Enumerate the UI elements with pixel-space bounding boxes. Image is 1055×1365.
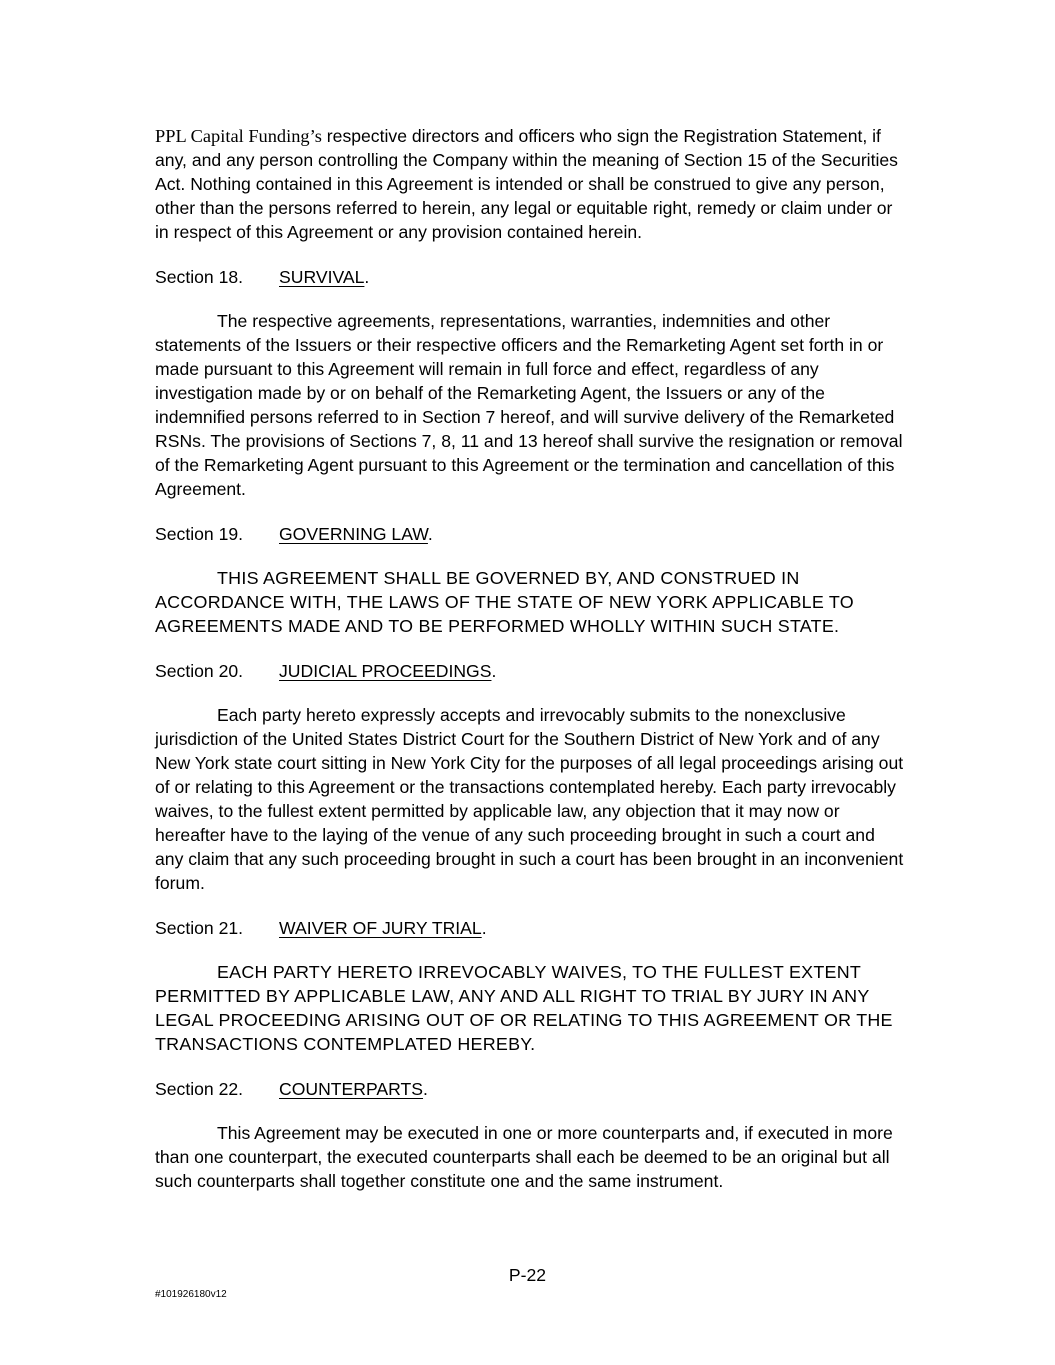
page-number: P-22 xyxy=(508,1265,547,1285)
section-18-title: SURVIVAL xyxy=(279,267,365,287)
section-22-number: Section 22. xyxy=(155,1079,244,1099)
section-21-number: Section 21. xyxy=(155,918,244,938)
section-20-number: Section 20. xyxy=(155,661,244,681)
section-21-title: WAIVER OF JURY TRIAL xyxy=(279,918,482,938)
section-20-body: Each party hereto expressly accepts and irrevocably submits to the nonexclusive jurisdiction of the United States District Court for the Southern District of New York and of any New York state court sitting in New York City for the purposes of all legal proceedings arising out of or relating to this Agreement or the transactions contemplated hereby. Each party irrevocably waives, to the fullest extent permitted by applicable law, any objection that it may now or hereafter have to the laying of the venue of any such proceeding brought in such a court and any claim that any such proceeding brought in such a court has been brought in an inconvenient forum. xyxy=(155,705,904,893)
intro-lead: PPL Capital Funding’s xyxy=(155,126,322,146)
section-19-heading xyxy=(155,522,905,546)
document-page xyxy=(155,124,905,1193)
section-18-number: Section 18. xyxy=(155,267,244,287)
intro-paragraph xyxy=(155,124,905,244)
section-22-heading xyxy=(155,1077,905,1101)
section-21-heading xyxy=(155,916,905,940)
section-18-heading xyxy=(155,265,905,289)
section-19-period: . xyxy=(427,524,433,544)
section-20-heading xyxy=(155,659,905,683)
section-22-period: . xyxy=(423,1079,428,1099)
document-id: #101926180v12 xyxy=(155,1289,227,1300)
section-20-period: . xyxy=(491,661,497,681)
section-22-body: This Agreement may be executed in one or more counterparts and, if executed in more than one counterpart, the executed counterparts shall each be deemed to be an original but all such counterparts shall together constitute one and the same instrument. xyxy=(155,1123,893,1191)
section-22-title: COUNTERPARTS xyxy=(279,1079,424,1099)
section-19-title: GOVERNING LAW xyxy=(279,524,428,544)
section-18-period: . xyxy=(364,267,370,287)
section-19-body: THIS AGREEMENT SHALL BE GOVERNED BY, AND CONSTRUED IN ACCORDANCE WITH, THE LAWS OF THE STATE OF NEW YORK APPLICABLE TO AGREEMENTS MADE AND TO BE PERFORMED WHOLLY WITHIN SUCH STATE. xyxy=(155,568,854,636)
section-19-number: Section 19. xyxy=(155,524,244,544)
section-21-period: . xyxy=(481,918,487,938)
intro-text: respective directors and officers who sign the Registration Statement, if any, and any person controlling the Company within the meaning of Section 15 of the Securities Act. Nothing contained in this Agreement is intended or shall be construed to give any person, other than the persons referred to herein, any legal or equitable right, remedy or claim under or in respect of this Agreement or any provision contained herein. xyxy=(155,126,898,242)
section-18-body: The respective agreements, representations, warranties, indemnities and other statements of the Issuers or their respective officers and the Remarketing Agent set forth in or made pursuant to this Agreement will remain in full force and effect, regardless of any investigation made by or on behalf of the Remarketing Agent, the Issuers or any of the indemnified persons referred to in Section 7 hereof, and will survive delivery of the Remarketed RSNs. The provisions of Sections 7, 8, 11 and 13 hereof shall survive the resignation or removal of the Remarketing Agent pursuant to this Agreement or the termination and cancellation of this Agreement. xyxy=(155,311,903,499)
section-20-title: JUDICIAL PROCEEDINGS xyxy=(279,661,492,681)
section-21-body: EACH PARTY HERETO IRREVOCABLY WAIVES, TO THE FULLEST EXTENT PERMITTED BY APPLICABLE LAW, ANY AND ALL RIGHT TO TRIAL BY JURY IN ANY LEGAL PROCEEDING ARISING OUT OF OR RELATING TO THIS AGREEMENT OR THE TRANSACTIONS CONTEMPLATED HEREBY. xyxy=(155,962,893,1054)
